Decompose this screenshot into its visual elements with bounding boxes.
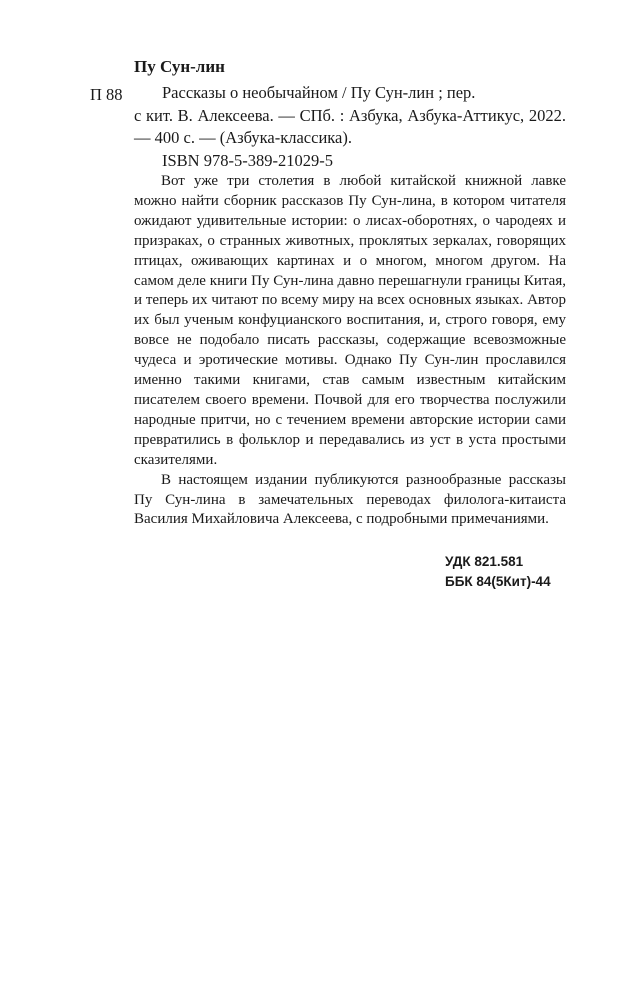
annotation-paragraph-2: В настоящем издании публикуются разнообразные рассказы Пу Сун-лина в замечательных переводах филолога-китаиста Василия Михайловича Алексеева, с подробными примечаниями.: [134, 471, 566, 528]
isbn-number: ISBN 978-5-389-21029-5: [162, 151, 333, 170]
bbk-code: ББК 84(5Кит)-44: [445, 574, 551, 589]
annotation: [134, 172, 566, 530]
bibliographic-title-line: Рассказы о необычайном / Пу Сун-лин ; пер.: [162, 83, 476, 102]
udk-code: УДК 821.581: [445, 554, 524, 569]
annotation-paragraph-1: Вот уже три столетия в любой китайской книжной лавке можно найти сборник рассказов Пу Сун-лина, в котором читателя ожидают удивительные истории: о лисах-оборотнях, о чародеях и призраках, о странных животных, проклятых зеркалах, говорящих птицах, оживающих картинах и о многом, многом другом. На самом деле книги Пу Сун-лина давно перешагнули границы Китая, и теперь их читают по всему миру на всех основных языках. Автор их был ученым конфуцианского воспитания, и, строго говоря, ему вовсе не подобало писать рассказы, содержащие всевозможные чудеса и эротические мотивы. Однако Пу Сун-лин прославился именно такими книгами, став самым известным китайским писателем своего времени. Почвой для его творчества послужили народные притчи, но с течением времени авторские истории сами превратились в фольклор и передавались из уст в уста простыми сказителями.: [134, 173, 566, 468]
bibliographic-record: [134, 82, 566, 150]
bibliographic-continuation: с кит. В. Алексеева. — СПб. : Азбука, Азбука-Аттикус, 2022. — 400 с. — (Азбука-классика).: [134, 105, 566, 147]
author-heading: Пу Сун-лин: [134, 57, 225, 76]
classification-codes: [445, 552, 551, 592]
author-index: П 88: [90, 85, 123, 104]
